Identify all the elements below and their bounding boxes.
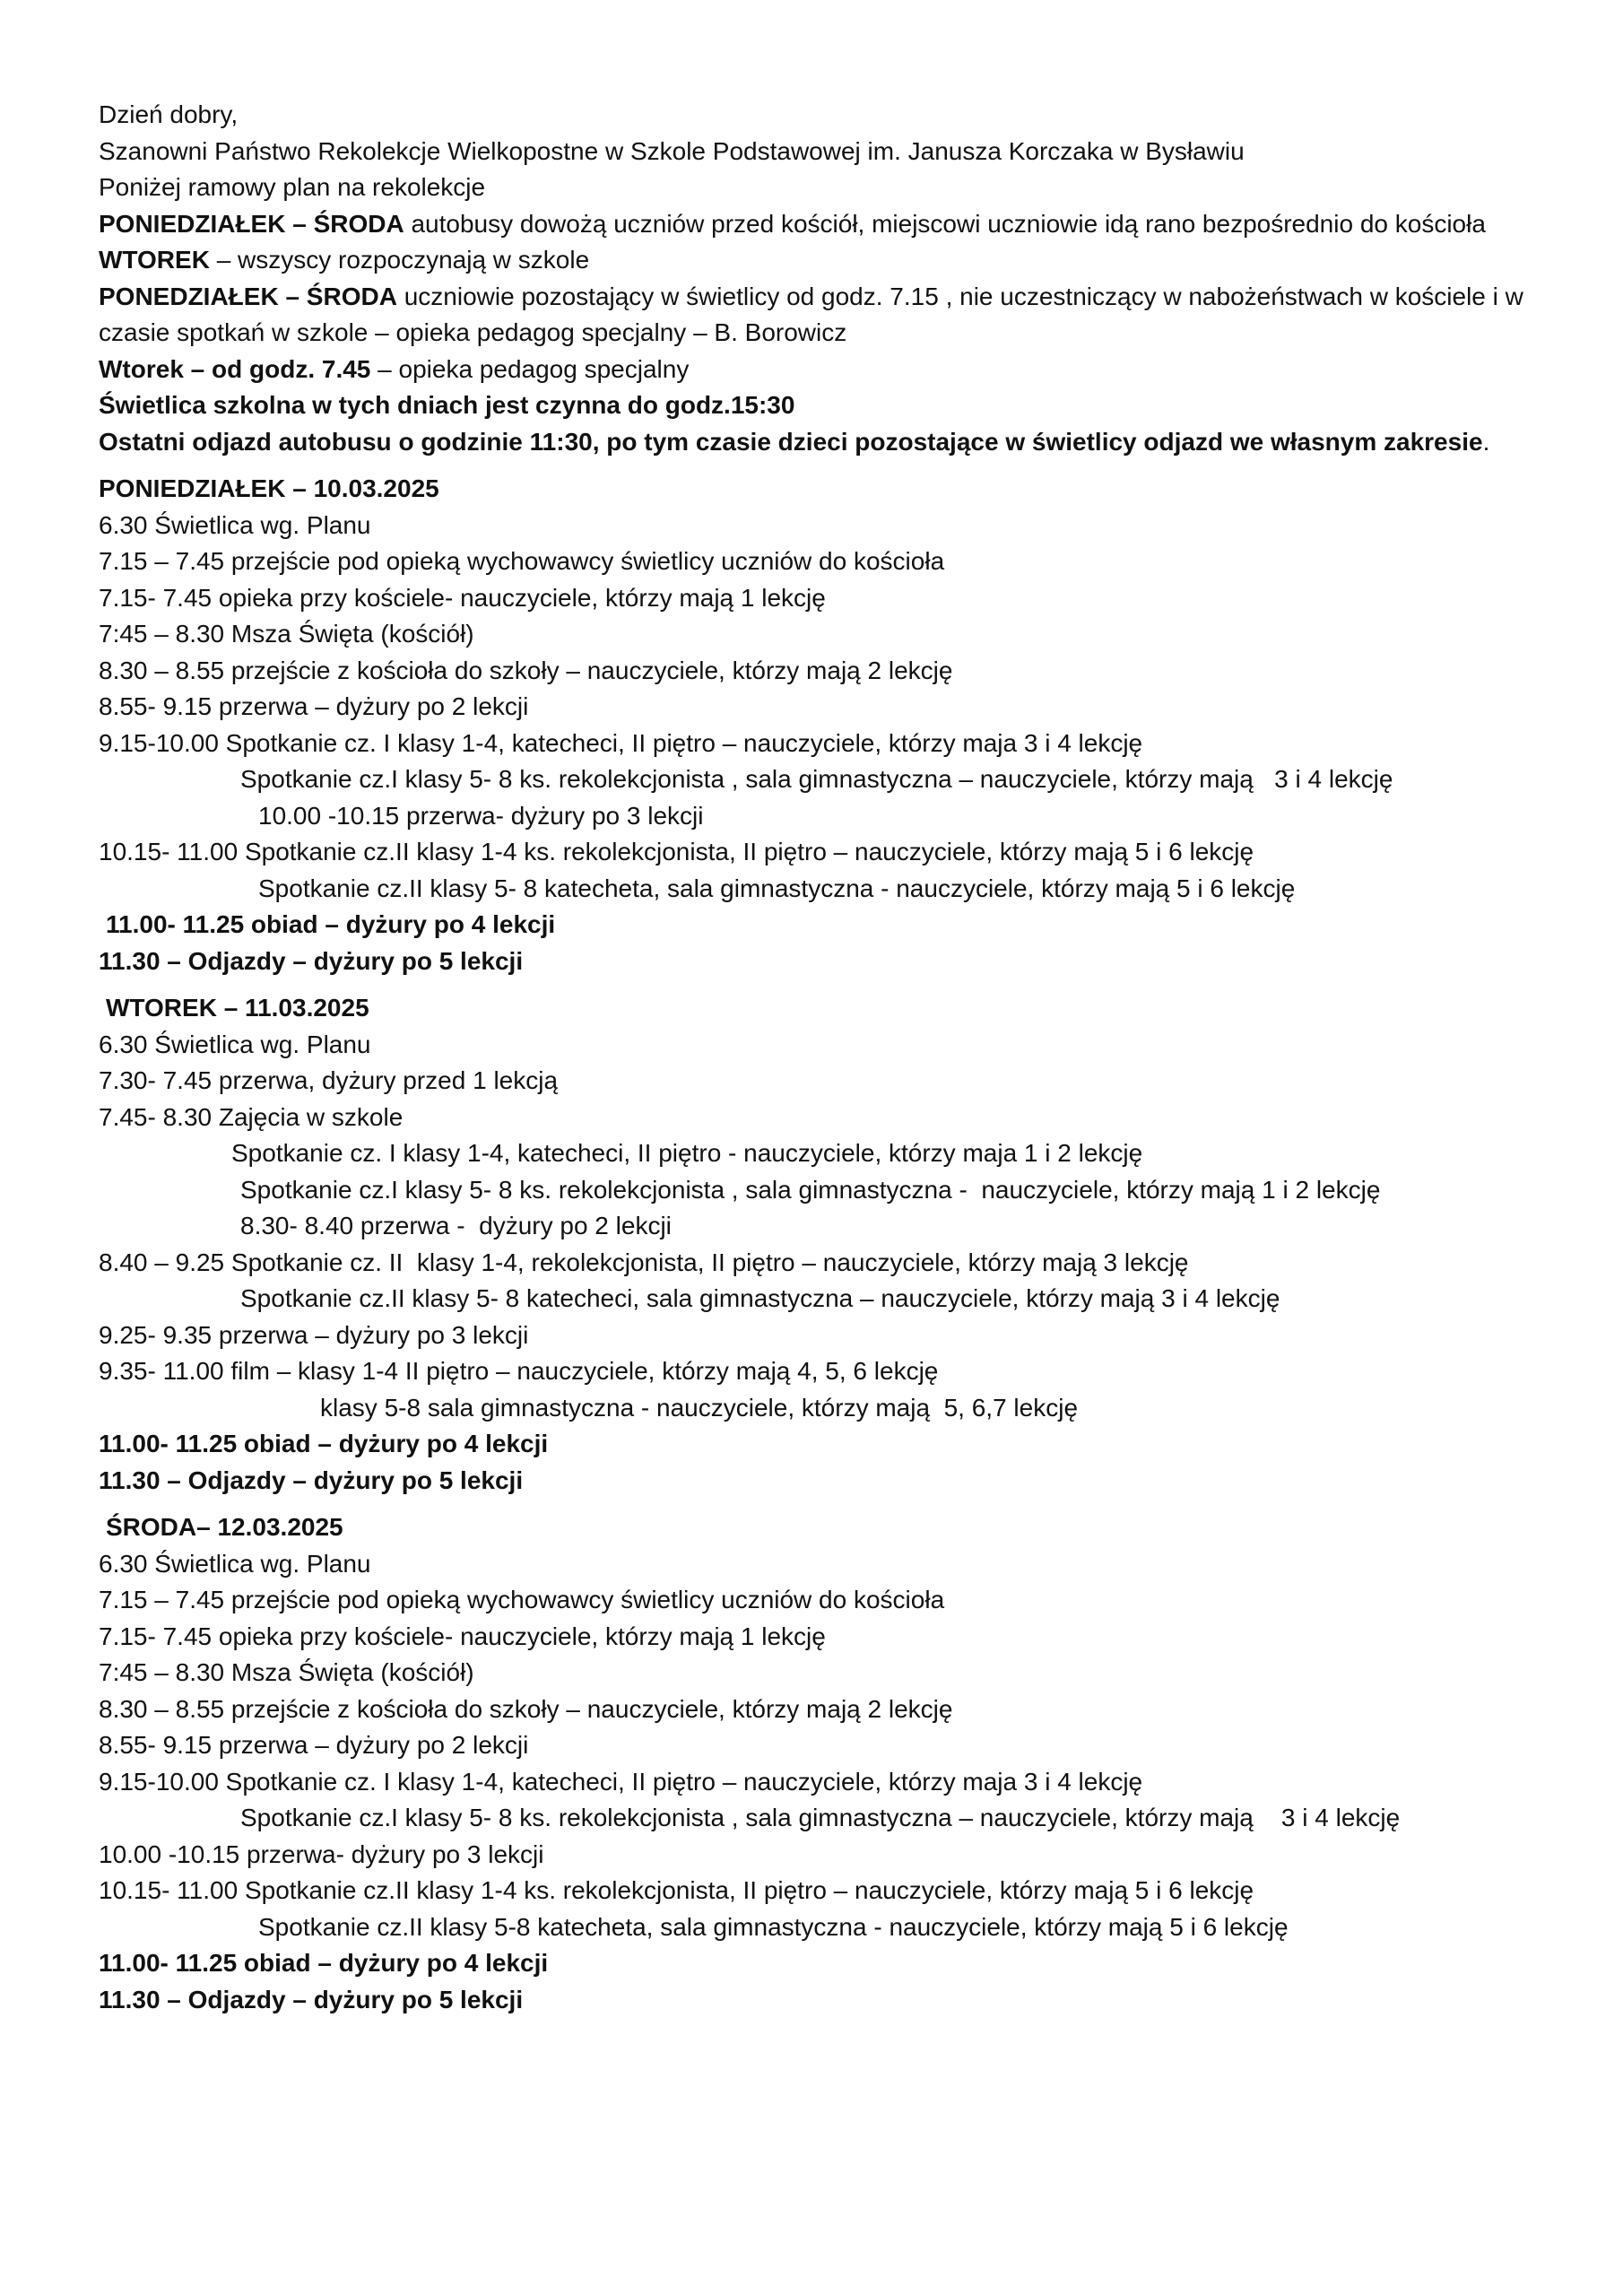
schedule-line: 9.15-10.00 Spotkanie cz. I klasy 1-4, katecheci, II piętro – nauczyciele, którzy maja 3 i 4 lekcję bbox=[99, 728, 1143, 757]
schedule-line: Spotkanie cz.I klasy 5- 8 ks. rekolekcjonista , sala gimnastyczna – nauczyciele, którzy mają 3 i 4 lekcję bbox=[240, 1804, 1401, 1831]
schedule-line: 7:45 – 8.30 Msza Święta (kościół) bbox=[99, 1658, 474, 1686]
document-body bbox=[99, 97, 1533, 2018]
day-heading-wednesday: ŚRODA– 12.03.2025 bbox=[106, 1513, 343, 1541]
bold-label: Ostatni odjazd autobusu o godzinie 11:30, po tym czasie dzieci pozostające w świetlicy odjazd we własnym zakresie bbox=[99, 427, 1483, 456]
day-heading-tuesday: WTOREK – 11.03.2025 bbox=[106, 994, 369, 1022]
intro-text: . bbox=[1482, 427, 1490, 456]
bold-label: Wtorek – od godz. 7.45 bbox=[99, 354, 371, 383]
schedule-line: 10.00 -10.15 przerwa- dyżury po 3 lekcji bbox=[258, 801, 704, 830]
intro-tue-care bbox=[99, 352, 1533, 388]
schedule-line: 7.15 – 7.45 przejście pod opieką wychowawcy świetlicy uczniów do kościoła bbox=[99, 547, 945, 575]
schedule-line: Spotkanie cz. I klasy 1-4, katecheci, II piętro - nauczyciele, którzy maja 1 i 2 lekcję bbox=[231, 1139, 1143, 1167]
schedule-line: Spotkanie cz.II klasy 5- 8 katecheta, sala gimnastyczna - nauczyciele, którzy mają 5 i 6 lekcję bbox=[258, 874, 1296, 902]
schedule-line: 11.30 – Odjazdy – dyżury po 5 lekcji bbox=[99, 1985, 524, 2013]
intro-line: Poniżej ramowy plan na rekolekcje bbox=[99, 173, 486, 201]
intro-tuesday bbox=[99, 242, 1533, 279]
day-heading-monday: PONIEDZIAŁEK – 10.03.2025 bbox=[99, 474, 439, 502]
schedule-line: 10.00 -10.15 przerwa- dyżury po 3 lekcji bbox=[99, 1839, 544, 1868]
schedule-line: 8.55- 9.15 przerwa – dyżury po 2 lekcji bbox=[99, 692, 529, 720]
schedule-line: 7.30- 7.45 przerwa, dyżury przed 1 lekcją bbox=[99, 1066, 559, 1094]
intro-mon-wed-bus bbox=[99, 206, 1533, 243]
schedule-line: 7.15- 7.45 opieka przy kościele- nauczyciele, którzy mają 1 lekcję bbox=[99, 1622, 826, 1650]
bold-label: WTOREK bbox=[99, 246, 210, 274]
schedule-line: 9.35- 11.00 film – klasy 1-4 II piętro – nauczyciele, którzy mają 4, 5, 6 lekcję bbox=[99, 1357, 939, 1385]
intro-text: – opieka pedagog specjalny bbox=[370, 354, 690, 383]
schedule-line: 11.30 – Odjazdy – dyżury po 5 lekcji bbox=[99, 946, 524, 975]
bold-label: PONEDZIAŁEK – ŚRODA bbox=[99, 282, 397, 310]
schedule-line: 8.40 – 9.25 Spotkanie cz. II klasy 1-4, rekolekcjonista, II piętro – nauczyciele, którzy mają 3 lekcję bbox=[99, 1248, 1189, 1276]
schedule-line: 7.15 – 7.45 przejście pod opieką wychowawcy świetlicy uczniów do kościoła bbox=[99, 1586, 945, 1613]
schedule-line: 9.25- 9.35 przerwa – dyżury po 3 lekcji bbox=[99, 1320, 529, 1349]
schedule-line: 6.30 Świetlica wg. Planu bbox=[99, 510, 371, 539]
schedule-line: 7.45- 8.30 Zajęcia w szkole bbox=[99, 1102, 404, 1131]
schedule-line: 8.30 – 8.55 przejście z kościoła do szkoły – nauczyciele, którzy mają 2 lekcję bbox=[99, 1694, 953, 1723]
swietlica-hours: Świetlica szkolna w tych dniach jest czynna do godz.15:30 bbox=[99, 391, 795, 419]
schedule-line: 9.15-10.00 Spotkanie cz. I klasy 1-4, katecheci, II piętro – nauczyciele, którzy maja 3 i 4 lekcję bbox=[99, 1767, 1143, 1796]
schedule-line: Spotkanie cz.I klasy 5- 8 ks. rekolekcjonista , sala gimnastyczna – nauczyciele, którzy mają 3 i 4 lekcję bbox=[240, 765, 1393, 793]
intro-line: Szanowni Państwo Rekolekcje Wielkopostne w Szkole Podstawowej im. Janusza Korczaka w Bysławiu bbox=[99, 136, 1245, 165]
schedule-line: 8.30 – 8.55 przejście z kościoła do szkoły – nauczyciele, którzy mają 2 lekcję bbox=[99, 656, 953, 684]
schedule-line: 7.15- 7.45 opieka przy kościele- nauczyciele, którzy mają 1 lekcję bbox=[99, 583, 826, 612]
greeting: Dzień dobry, bbox=[99, 100, 239, 128]
schedule-line: 11.00- 11.25 obiad – dyżury po 4 lekcji bbox=[106, 910, 556, 938]
bold-label: PONIEDZIAŁEK – ŚRODA bbox=[99, 209, 404, 238]
schedule-line: 10.15- 11.00 Spotkanie cz.II klasy 1-4 ks. rekolekcjonista, II piętro – nauczyciele, którzy mają 5 i 6 lekcję bbox=[99, 1876, 1254, 1904]
schedule-line: 11.30 – Odjazdy – dyżury po 5 lekcji bbox=[99, 1465, 524, 1494]
intro-text: autobusy dowożą uczniów przed kościół, miejscowi uczniowie idą rano bezpośrednio do kościoła bbox=[404, 209, 1486, 238]
intro-text: – wszyscy rozpoczynają w szkole bbox=[209, 246, 590, 274]
schedule-line: 11.00- 11.25 obiad – dyżury po 4 lekcji bbox=[99, 1430, 549, 1457]
schedule-line: 7:45 – 8.30 Msza Święta (kościół) bbox=[99, 620, 474, 648]
schedule-line: Spotkanie cz.II klasy 5-8 katecheta, sala gimnastyczna - nauczyciele, którzy mają 5 i 6 lekcję bbox=[258, 1912, 1289, 1941]
schedule-line: 6.30 Świetlica wg. Planu bbox=[99, 1030, 371, 1058]
last-bus-note bbox=[99, 424, 1533, 461]
schedule-line: Spotkanie cz.II klasy 5- 8 katecheci, sala gimnastyczna – nauczyciele, którzy mają 3 i 4 lekcję bbox=[240, 1284, 1280, 1312]
schedule-line: 11.00- 11.25 obiad – dyżury po 4 lekcji bbox=[99, 1949, 549, 1977]
schedule-line: 8.55- 9.15 przerwa – dyżury po 2 lekcji bbox=[99, 1731, 529, 1759]
schedule-line: 6.30 Świetlica wg. Planu bbox=[99, 1549, 371, 1578]
schedule-line: klasy 5-8 sala gimnastyczna - nauczyciele, którzy mają 5, 6,7 lekcję bbox=[320, 1393, 1079, 1422]
intro-text: uczniowie pozostający w świetlicy od godz. 7.15 , nie uczestniczący w nabożeństwach w kościele i w czasie spotkań w szkole – opieka pedagog specjalny – B. Borowicz bbox=[99, 282, 1531, 346]
schedule-line: 10.15- 11.00 Spotkanie cz.II klasy 1-4 ks. rekolekcjonista, II piętro – nauczyciele, którzy mają 5 i 6 lekcję bbox=[99, 838, 1254, 865]
schedule-line: Spotkanie cz.I klasy 5- 8 ks. rekolekcjonista , sala gimnastyczna - nauczyciele, którzy mają 1 i 2 lekcję bbox=[240, 1175, 1381, 1204]
schedule-line: 8.30- 8.40 przerwa - dyżury po 2 lekcji bbox=[240, 1212, 672, 1239]
intro-mon-wed-care bbox=[99, 279, 1533, 352]
